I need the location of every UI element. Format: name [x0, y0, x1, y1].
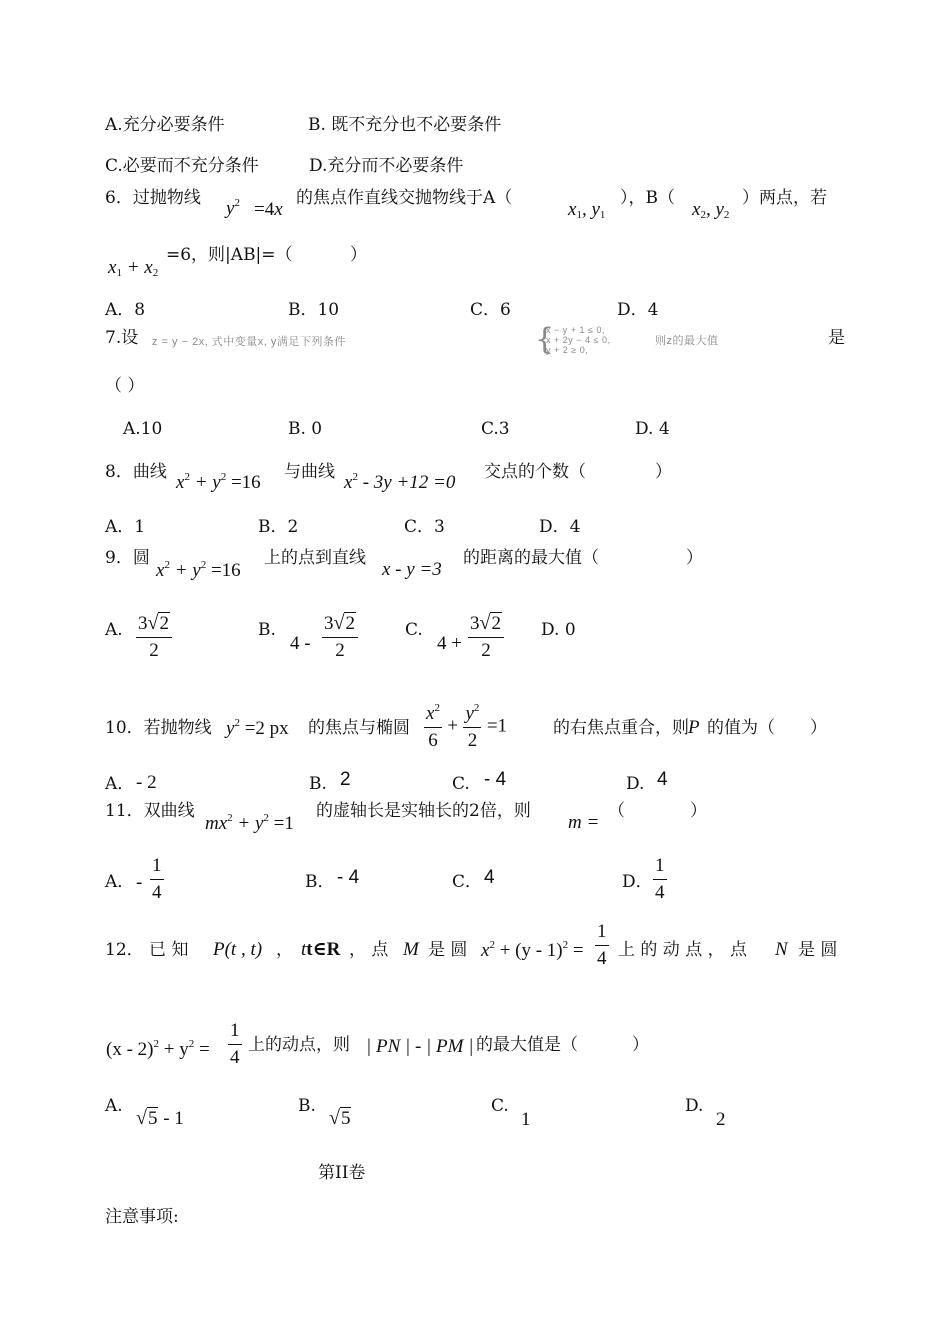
- section-title: 第II卷: [318, 1163, 366, 1183]
- q9-tail: 的距离的最大值（: [463, 548, 599, 568]
- q9-lead: 9．圆: [105, 548, 150, 568]
- q6-option-a: A．8: [105, 300, 146, 320]
- q6-line2: =6，则|AB|=（: [166, 245, 293, 265]
- q12-option-a-value: √5 - 1: [136, 1107, 184, 1129]
- q8-close: ）: [655, 462, 672, 482]
- q12-circle2: $(x - 2)^2 + y^2$ =: [106, 1038, 210, 1060]
- q8-lead: 8．曲线: [105, 462, 167, 482]
- q7-lead: 7.设: [105, 328, 139, 348]
- q12-comma: ，: [276, 940, 293, 960]
- q6-mid: 的焦点作直线交抛物线于A（: [296, 188, 513, 208]
- q7-constraint-2: x + 2y − 4 ≤ 0,: [546, 335, 611, 345]
- q9-circle: $x^2 + y^2 =16$: [156, 559, 241, 581]
- q12-N: N: [775, 939, 788, 960]
- q12-line2-tail2: 的最大值是（: [476, 1035, 578, 1055]
- q11-option-a-value: $\frac{1}{4}$: [152, 855, 162, 903]
- q6-point-a: $x_1$, $y_1$: [568, 199, 606, 221]
- q11-mid: 的虚轴长是实轴长的2倍，则: [316, 801, 531, 821]
- q10-option-d-label: D.: [626, 774, 645, 794]
- q6-tail: ）两点，若: [742, 188, 827, 208]
- q8-option-c: C．3: [404, 517, 445, 537]
- q7-brace: {: [535, 322, 555, 357]
- q11-paren: （: [608, 801, 625, 821]
- q12-option-c-label: C.: [491, 1096, 509, 1116]
- q5-option-c: C.必要而不充分条件: [105, 156, 259, 176]
- q10-tail2: 的值为（: [707, 718, 775, 738]
- q10-option-c-label: C.: [452, 774, 470, 794]
- q6-point-b: $x_2$, $y_2$: [692, 199, 730, 221]
- q9-option-c-label: C.: [405, 620, 423, 640]
- q7-option-b: B. 0: [288, 419, 323, 439]
- q10-option-d-value: 4: [657, 769, 668, 790]
- q7-option-d: D. 4: [635, 419, 670, 439]
- q7-blurred-text: z = y − 2x, 式中变量x, y满足下列条件: [152, 336, 346, 348]
- q12-mid4: 是 圆: [798, 940, 838, 960]
- q11-var: m =: [568, 812, 600, 833]
- q8-option-d: D．4: [539, 517, 581, 537]
- q11-option-b-label: B．: [305, 872, 335, 892]
- q11-option-d-value: $\frac{1}{4}$: [655, 855, 665, 903]
- q9-option-a-value: $\frac{3√2}{2}$: [136, 612, 172, 662]
- q10-mid: 的焦点与椭圆: [308, 718, 410, 738]
- q9-option-b-value: $\frac{3√2}{2}$: [322, 612, 358, 662]
- q12-condition: tt∈R: [301, 939, 341, 960]
- q12-mid2: 是 圆: [428, 940, 468, 960]
- q11-option-d-label: D．: [622, 872, 653, 892]
- q6-sum: $x_1 + x_2$: [108, 257, 159, 279]
- q5-option-d: D.充分而不必要条件: [309, 156, 464, 176]
- q6-mid2: ），B（: [620, 188, 675, 208]
- q12-option-c-value: 1: [521, 1109, 531, 1130]
- q12-option-d-value: 2: [716, 1109, 726, 1130]
- q12-option-b-value: √5: [329, 1107, 351, 1129]
- q11-option-c-value: 4: [484, 867, 495, 888]
- q12-point: P(t , t): [213, 939, 263, 960]
- q7-option-a: A.10: [123, 419, 163, 439]
- q12-lead: 12． 已 知: [105, 940, 189, 960]
- q11-option-c-label: C．: [452, 872, 483, 892]
- q12-option-d-label: D.: [685, 1096, 704, 1116]
- q6-equation: =4x: [254, 199, 283, 220]
- q8-curve1: $x^2 + y^2 =16$: [176, 471, 261, 493]
- q12-option-a-label: A.: [105, 1096, 123, 1116]
- q9-close: ）: [686, 548, 703, 568]
- q6-option-b: B．10: [288, 300, 340, 320]
- q9-line: x - y =3: [382, 559, 442, 580]
- q10-option-b-value: 2: [340, 769, 351, 790]
- q10-parabola: $y^2 =2$ px: [226, 717, 289, 739]
- q9-option-a-label: A.: [105, 620, 123, 640]
- q6-close: ）: [350, 245, 367, 265]
- q6-option-d: D．4: [617, 300, 659, 320]
- q12-close: ）: [632, 1035, 649, 1055]
- q9-option-c-prefix: 4 +: [437, 633, 462, 654]
- q11-hyperbola: $mx^2 + y^2 =1$: [205, 812, 294, 834]
- q12-abs-expr: | PN | - | PM |: [366, 1036, 474, 1057]
- q7-option-c: C.3: [481, 419, 510, 439]
- q7-paren: （ ）: [105, 376, 145, 396]
- q10-option-b-label: B.: [309, 774, 327, 794]
- q8-option-a: A．1: [105, 517, 146, 537]
- q12-option-b-label: B.: [298, 1096, 316, 1116]
- q10-var: P: [688, 717, 700, 738]
- q11-option-a-sign: -: [136, 872, 143, 893]
- q11-lead: 11．双曲线: [105, 801, 195, 821]
- q12-circle1: $x^2 + (y - 1)^2$ =: [481, 939, 584, 961]
- q7-constraint-3: y + 2 ≥ 0,: [546, 345, 589, 355]
- q11-option-a-label: A．: [105, 872, 135, 892]
- q10-tail: 的右焦点重合，则: [553, 718, 689, 738]
- q8-curve2: $x^2 - 3y +12 =0$: [344, 471, 456, 493]
- q8-tail: 交点的个数（: [484, 462, 586, 482]
- q9-option-b-label: B.: [258, 620, 276, 640]
- q12-mid3: 上 的 动 点 ， 点: [618, 940, 748, 960]
- q11-option-b-value: - 4: [337, 867, 360, 888]
- q10-lead: 10．若抛物线: [105, 718, 212, 738]
- q10-option-a-value: - 2: [136, 772, 157, 793]
- q6-y-squared: $y^2$: [226, 197, 240, 219]
- section-notes: 注意事项:: [105, 1207, 179, 1227]
- q9-option-d: D. 0: [541, 620, 576, 640]
- q10-ellipse: $\frac{x^2}{6}$ + $\frac{y^2}{2}$ =1: [426, 702, 508, 751]
- q9-mid: 上的点到直线: [264, 548, 366, 568]
- q12-circle2-frac: $\frac{1}{4}$: [230, 1020, 240, 1068]
- q10-option-c-value: - 4: [484, 769, 507, 790]
- q6-option-c: C．6: [470, 300, 511, 320]
- q10-close: ）: [810, 718, 827, 738]
- q9-option-b-prefix: 4 -: [290, 633, 311, 654]
- q10-option-a-label: A．: [105, 774, 135, 794]
- q7-blurred-tail: 则z的最大值: [655, 335, 719, 347]
- q8-mid: 与曲线: [284, 462, 335, 482]
- q12-mid1: ， 点: [349, 940, 389, 960]
- q7-constraint-1: x − y + 1 ≤ 0,: [546, 325, 605, 335]
- q6-lead: 6．过抛物线: [105, 188, 201, 208]
- q7-tail: 是: [828, 328, 845, 348]
- q5-option-b: B. 既不充分也不必要条件: [308, 115, 502, 135]
- q11-close: ）: [690, 801, 707, 821]
- q9-option-c-value: $\frac{3√2}{2}$: [468, 612, 504, 662]
- q12-line2-tail: 上的动点，则: [248, 1035, 350, 1055]
- q12-circle1-frac: $\frac{1}{4}$: [597, 921, 607, 969]
- q5-option-a: A.充分必要条件: [105, 115, 225, 135]
- q8-option-b: B．2: [258, 517, 299, 537]
- q12-M: M: [403, 939, 419, 960]
